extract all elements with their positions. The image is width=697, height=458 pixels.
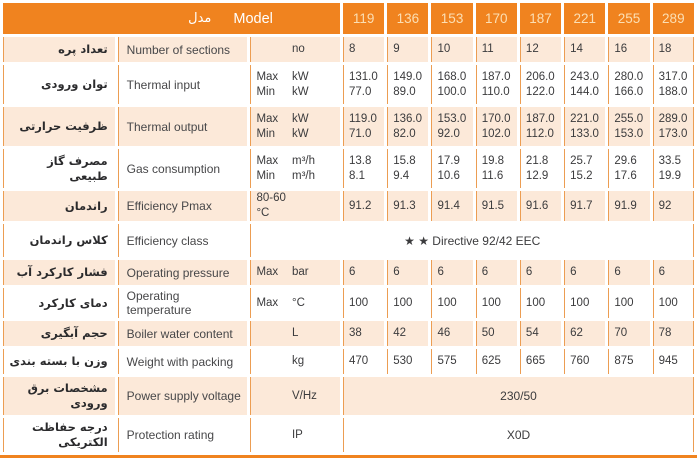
row-label-fa: وزن با بسته بندی (3, 349, 115, 374)
condition-cell (250, 288, 340, 318)
model-title-wrap (3, 11, 340, 27)
value-cell (431, 107, 472, 146)
row-label-fa: مشخصات برق ورودی (3, 377, 115, 415)
value-cell: 12 (520, 37, 561, 62)
sub-label: Max (256, 112, 279, 125)
table-row (3, 260, 694, 285)
value-line: 187.0 (525, 112, 555, 125)
condition-right (292, 428, 330, 443)
table-row (3, 191, 694, 221)
condition-left (256, 296, 278, 311)
value-cell (387, 65, 428, 104)
unit-label: °C (291, 296, 305, 309)
condition-right (292, 296, 330, 311)
unit-label: bar (291, 266, 309, 278)
row-label-fa: ظرفیت حرارتی (3, 107, 115, 146)
unit-label: no (291, 43, 305, 55)
value-cell: 470 (343, 349, 384, 374)
value-line: 243.0 (570, 70, 599, 83)
condition-wrap (251, 296, 340, 311)
value-cell: 6 (520, 260, 561, 285)
value-line: 92.0 (437, 127, 460, 140)
value-line: 29.6 (614, 154, 637, 167)
condition-cell (250, 349, 340, 374)
condition-cell (250, 321, 340, 346)
value-cell (343, 107, 384, 146)
value-cell (431, 149, 472, 188)
row-label-en: Weight with packing (118, 349, 248, 374)
value-line: 166.0 (614, 85, 644, 98)
value-cell: 91.5 (476, 191, 517, 221)
row-label-fa: تعداد پره (3, 37, 115, 62)
condition-wrap (251, 326, 340, 341)
merged-value-cell: X0D (343, 418, 694, 452)
row-label-en: Boiler water content (118, 321, 248, 346)
model-title-fa: مدل (188, 11, 212, 26)
model-header-cell: 187 (520, 3, 561, 34)
value-line: 173.0 (658, 127, 688, 140)
value-line: 187.0 (481, 70, 511, 83)
value-line: 25.7 (570, 154, 593, 167)
value-cell (387, 149, 428, 188)
condition-wrap (251, 112, 340, 142)
value-cell (476, 65, 517, 104)
value-cell: 100 (608, 288, 649, 318)
value-cell: 6 (564, 260, 605, 285)
value-cell (653, 149, 694, 188)
condition-wrap (251, 70, 340, 100)
value-line: 144.0 (570, 85, 599, 98)
value-cell (608, 65, 649, 104)
condition-wrap (251, 265, 340, 280)
value-cell: 91.6 (520, 191, 561, 221)
table-row (3, 418, 694, 452)
value-line: 15.8 (393, 154, 416, 167)
condition-cell (250, 107, 340, 146)
value-line: 89.0 (393, 85, 416, 98)
value-line: 153.0 (614, 127, 644, 140)
sub-label: Max (256, 296, 279, 309)
condition-right (292, 389, 330, 404)
value-line: 170.0 (481, 112, 511, 125)
value-line: 13.8 (348, 154, 372, 167)
model-header-cell: 255 (608, 3, 649, 34)
value-cell: 100 (476, 288, 517, 318)
condition-right (292, 354, 330, 369)
condition-right (292, 70, 330, 100)
unit-label: kW (291, 70, 309, 83)
condition-cell (250, 191, 340, 221)
value-line: 82.0 (393, 127, 416, 140)
condition-right (292, 112, 330, 142)
value-cell: 16 (608, 37, 649, 62)
row-label-en: Power supply voltage (118, 377, 248, 415)
value-cell (387, 107, 428, 146)
row-label-en: Thermal input (118, 65, 248, 104)
condition-cell (250, 37, 340, 62)
table-row (3, 321, 694, 346)
condition-wrap (251, 154, 340, 184)
value-cell (564, 65, 605, 104)
value-line: 153.0 (437, 112, 467, 125)
unit-label: kW (291, 85, 309, 98)
value-cell (476, 149, 517, 188)
value-cell: 8 (343, 37, 384, 62)
value-line: 280.0 (614, 70, 644, 83)
condition-left (256, 112, 278, 142)
value-cell: 665 (520, 349, 561, 374)
value-line: 17.9 (437, 154, 460, 167)
value-cell: 100 (520, 288, 561, 318)
row-label-en: Protection rating (118, 418, 248, 452)
value-line: 317.0 (658, 70, 688, 83)
unit-label: kW (291, 127, 309, 140)
value-cell: 91.9 (608, 191, 649, 221)
value-cell: 62 (564, 321, 605, 346)
value-cell (608, 107, 649, 146)
row-label-fa: توان ورودی (3, 65, 115, 104)
value-line: 221.0 (570, 112, 599, 125)
value-line: 9.4 (393, 169, 410, 182)
unit-label: kW (291, 112, 309, 125)
value-cell: 760 (564, 349, 605, 374)
row-label-fa: دمای کارکرد (3, 288, 115, 318)
value-line: 112.0 (525, 127, 554, 140)
model-header-cell: 153 (431, 3, 472, 34)
condition-wrap (251, 428, 340, 443)
row-label-fa: فشار کارکرد آب (3, 260, 115, 285)
value-cell (343, 65, 384, 104)
row-label-en: Efficiency Pmax (118, 191, 248, 221)
value-line: 131.0 (348, 70, 378, 83)
condition-right (292, 42, 330, 57)
sub-label: Min (256, 127, 275, 140)
table-row (3, 224, 694, 257)
value-line: 102.0 (481, 127, 511, 140)
model-title-cell (3, 3, 340, 34)
condition-left (256, 154, 278, 184)
value-line: 136.0 (393, 112, 422, 125)
unit-label: m³/h (291, 154, 315, 167)
condition-left (256, 70, 278, 100)
value-cell (520, 65, 561, 104)
table-body (3, 37, 694, 452)
value-line: 17.6 (614, 169, 637, 182)
value-line: 119.0 (348, 112, 377, 125)
value-cell: 11 (476, 37, 517, 62)
row-label-fa: مصرف گاز طبیعی (3, 149, 115, 188)
row-label-fa: درجه حفاظت الکتریکی (3, 418, 115, 452)
model-header-cell: 289 (653, 3, 694, 34)
value-cell: 18 (653, 37, 694, 62)
value-cell (476, 107, 517, 146)
value-line: 149.0 (393, 70, 422, 83)
value-cell: 91.7 (564, 191, 605, 221)
sub-label: Max (256, 70, 279, 83)
value-line: 188.0 (658, 85, 688, 98)
condition-cell (250, 260, 340, 285)
value-line: 11.6 (481, 169, 504, 182)
unit-label: kg (291, 355, 305, 367)
condition-label: 80-60 °C (256, 192, 286, 219)
value-cell: 9 (387, 37, 428, 62)
row-label-en: Gas consumption (118, 149, 248, 188)
value-line: 77.0 (348, 85, 372, 98)
value-cell: 945 (653, 349, 694, 374)
condition-left (256, 265, 278, 280)
value-cell (431, 65, 472, 104)
value-cell: 10 (431, 37, 472, 62)
value-cell: 6 (653, 260, 694, 285)
value-line: 8.1 (348, 169, 365, 182)
model-header-cell: 170 (476, 3, 517, 34)
row-label-fa: حجم آبگیری (3, 321, 115, 346)
value-cell (343, 149, 384, 188)
unit-label: L (291, 327, 299, 339)
value-cell: 91.2 (343, 191, 384, 221)
sub-label: Max (256, 266, 279, 278)
value-cell: 6 (608, 260, 649, 285)
value-line: 255.0 (614, 112, 644, 125)
value-cell: 6 (431, 260, 472, 285)
value-cell (564, 107, 605, 146)
table-row (3, 377, 694, 415)
value-line: 133.0 (570, 127, 599, 140)
value-cell: 100 (343, 288, 384, 318)
unit-label: m³/h (291, 169, 315, 182)
row-label-en: Operating pressure (118, 260, 248, 285)
table-row (3, 349, 694, 374)
value-line: 100.0 (437, 85, 467, 98)
value-cell (564, 149, 605, 188)
value-cell (520, 107, 561, 146)
value-line: 19.9 (658, 169, 682, 182)
value-line: 12.9 (525, 169, 549, 182)
merged-value-cell: 230/50 (343, 377, 694, 415)
condition-cell (250, 65, 340, 104)
value-line: 289.0 (658, 112, 688, 125)
value-cell: 91.3 (387, 191, 428, 221)
condition-right (292, 265, 330, 280)
value-cell: 46 (431, 321, 472, 346)
value-line: 10.6 (437, 169, 460, 182)
table-row (3, 37, 694, 62)
row-label-fa: راندمان (3, 191, 115, 221)
value-cell: 78 (653, 321, 694, 346)
condition-right (292, 326, 330, 341)
value-cell (608, 149, 649, 188)
condition-wrap (251, 42, 340, 57)
value-cell: 6 (476, 260, 517, 285)
sub-label: Max (256, 154, 279, 167)
model-header-cell: 136 (387, 3, 428, 34)
row-label-en: Thermal output (118, 107, 248, 146)
table-row (3, 107, 694, 146)
condition-wrap (251, 389, 340, 404)
value-cell: 100 (431, 288, 472, 318)
value-cell: 91.4 (431, 191, 472, 221)
value-cell: 100 (564, 288, 605, 318)
value-line: 19.8 (481, 154, 505, 167)
condition-cell (250, 149, 340, 188)
value-cell (653, 107, 694, 146)
unit-label: IP (291, 428, 303, 441)
row-label-fa: کلاس راندمان (3, 224, 115, 257)
value-line: 168.0 (437, 70, 467, 83)
value-cell: 530 (387, 349, 428, 374)
merged-value-cell: ★ ★ Directive 92/42 EEC (250, 224, 694, 257)
sub-label: Min (256, 169, 275, 182)
row-label-en: Number of sections (118, 37, 248, 62)
value-line: 71.0 (348, 127, 372, 140)
row-label-en: Efficiency class (118, 224, 248, 257)
unit-label: V/Hz (291, 389, 317, 402)
value-line: 15.2 (570, 169, 593, 182)
value-line: 122.0 (525, 85, 555, 98)
value-cell: 70 (608, 321, 649, 346)
model-title-en: Model (233, 10, 273, 27)
model-header-cell: 119 (343, 3, 384, 34)
table-row (3, 65, 694, 104)
value-line: 110.0 (481, 85, 510, 98)
value-cell (520, 149, 561, 188)
value-line: 206.0 (525, 70, 555, 83)
condition-cell (250, 377, 340, 415)
value-cell: 14 (564, 37, 605, 62)
model-header-cell: 221 (564, 3, 605, 34)
value-cell: 54 (520, 321, 561, 346)
table-row (3, 149, 694, 188)
value-cell: 50 (476, 321, 517, 346)
value-line: 33.5 (658, 154, 682, 167)
value-cell: 100 (653, 288, 694, 318)
value-cell: 42 (387, 321, 428, 346)
row-label-en: Operating temperature (118, 288, 248, 318)
table-header-row (3, 3, 694, 34)
value-cell: 38 (343, 321, 384, 346)
value-cell: 92 (653, 191, 694, 221)
condition-cell (250, 418, 340, 452)
value-cell: 575 (431, 349, 472, 374)
value-cell: 100 (387, 288, 428, 318)
value-cell: 6 (387, 260, 428, 285)
condition-right (292, 154, 330, 184)
value-line: 21.8 (525, 154, 549, 167)
value-cell: 625 (476, 349, 517, 374)
condition-left (256, 191, 296, 221)
condition-wrap (251, 191, 340, 221)
table-row (3, 288, 694, 318)
value-cell (653, 65, 694, 104)
value-cell: 6 (343, 260, 384, 285)
condition-wrap (251, 354, 340, 369)
value-cell: 875 (608, 349, 649, 374)
sub-label: Min (256, 85, 275, 98)
